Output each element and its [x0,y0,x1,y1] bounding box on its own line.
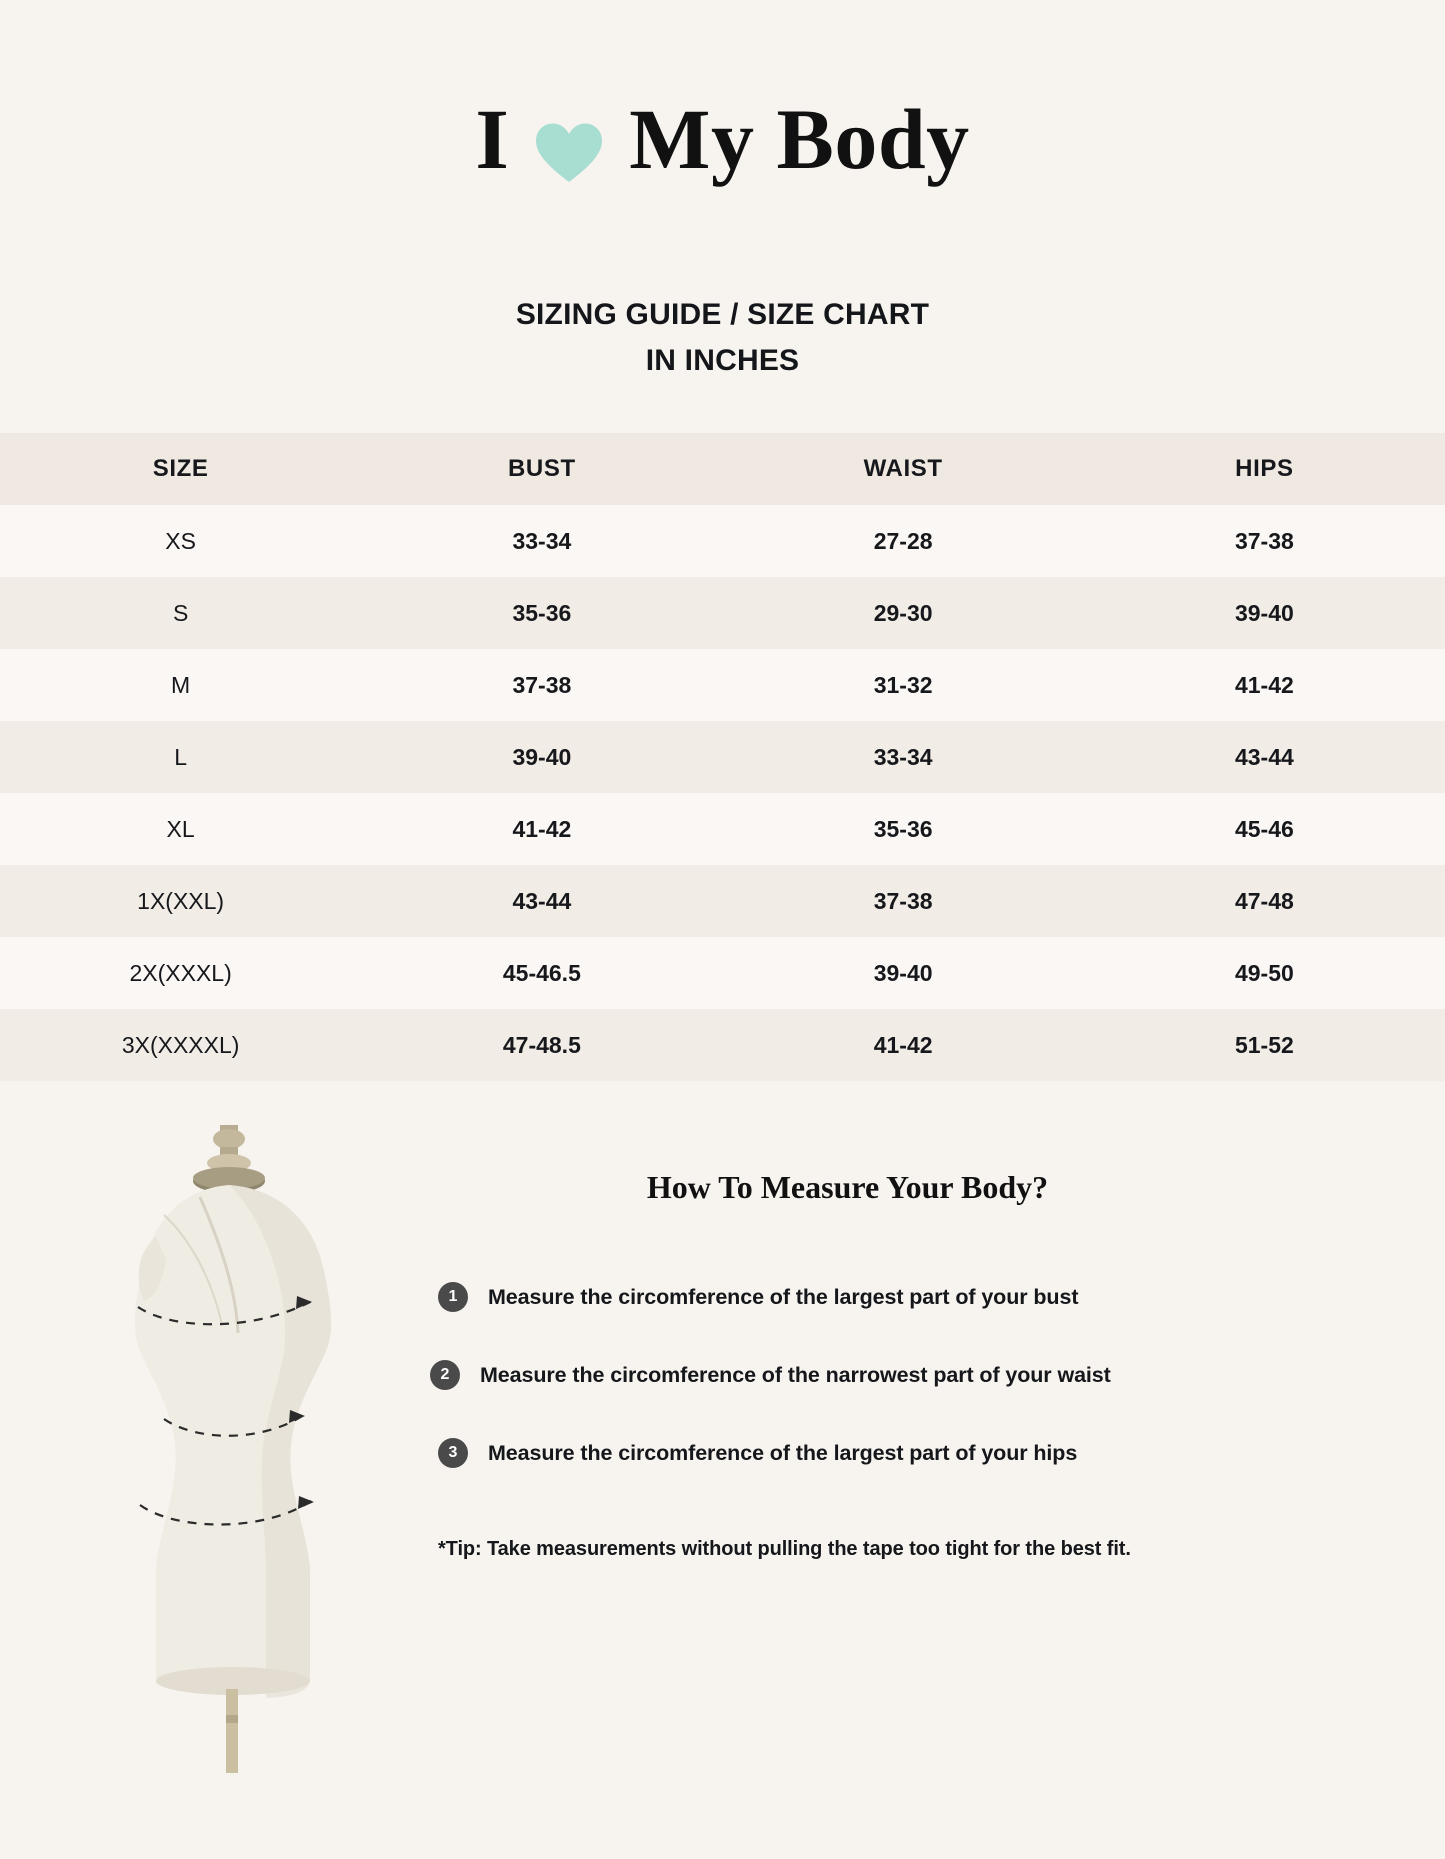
page-title [0,292,1445,383]
table-row [0,793,1445,865]
cell-bust: 43-44 [512,887,572,914]
cell-bust: 45-46.5 [502,959,581,986]
table-row [0,505,1445,577]
cell-size: XS [165,527,196,554]
cell-size: 3X(XXXXL) [121,1031,240,1058]
cell-hips: 43-44 [1234,743,1294,770]
cell-bust: 41-42 [512,815,572,842]
cell-size: S [172,599,189,626]
measure-step-2 [430,1360,1405,1390]
brand-word-my-body: My Body [629,91,970,187]
cell-hips: 47-48 [1234,887,1294,914]
table-row [0,937,1445,1009]
page-title-line2: IN INCHES [645,343,800,377]
step-text: Measure the circomference of the largest part of your hips [488,1440,1078,1465]
table-header [0,433,1445,505]
cell-bust: 35-36 [512,599,572,626]
measure-section [0,1119,1445,1799]
cell-bust: 37-38 [512,671,572,698]
table-header-row [0,433,1445,505]
table-row [0,1009,1445,1081]
column-header-hips: HIPS [1235,455,1294,483]
step-text: Measure the circomference of the narrowest part of your waist [480,1362,1111,1387]
column-header-waist: WAIST [863,455,943,483]
how-to-measure-panel [430,1169,1405,1561]
cell-waist: 41-42 [873,1031,933,1058]
cell-waist: 27-28 [873,527,933,554]
cell-waist: 35-36 [873,815,933,842]
cell-waist: 29-30 [873,599,933,626]
cell-size: 2X(XXXL) [129,959,232,986]
table-row [0,865,1445,937]
measurement-tip: *Tip: Take measurements without pulling the tape too tight for the best fit. [438,1538,1131,1561]
table-row [0,649,1445,721]
cell-waist: 37-38 [873,887,933,914]
cell-waist: 33-34 [873,743,933,770]
cell-hips: 37-38 [1234,527,1294,554]
cell-hips: 39-40 [1234,599,1294,626]
brand-word-i: I [475,91,510,187]
cell-hips: 49-50 [1234,959,1294,986]
column-header-size: SIZE [152,455,209,483]
table-body [0,505,1445,1081]
step-number-badge: 1 [438,1282,468,1312]
cell-hips: 51-52 [1234,1031,1294,1058]
page-title-line1: SIZING GUIDE / SIZE CHART [515,298,930,331]
step-number-badge: 3 [438,1438,468,1468]
cell-bust: 47-48.5 [502,1031,581,1058]
column-header-bust: BUST [508,455,576,483]
step-text: Measure the circomference of the largest part of your bust [488,1284,1079,1309]
dress-form-mannequin-image [60,1119,400,1779]
step-number-badge: 2 [430,1360,460,1390]
how-to-measure-title: How To Measure Your Body? [646,1169,1049,1206]
cell-size: M [171,671,191,698]
cell-bust: 33-34 [512,527,572,554]
size-chart-table [0,433,1445,1081]
cell-waist: 31-32 [873,671,933,698]
cell-size: 1X(XXL) [137,887,225,914]
measure-step-3 [438,1438,1405,1468]
brand-logo [0,0,1445,187]
table-row [0,577,1445,649]
heart-icon [535,112,603,174]
table-row [0,721,1445,793]
cell-bust: 39-40 [512,743,572,770]
cell-waist: 39-40 [873,959,933,986]
measure-step-1 [438,1282,1405,1312]
cell-size: L [174,743,188,770]
cell-hips: 41-42 [1234,671,1294,698]
cell-size: XL [166,815,195,842]
cell-hips: 45-46 [1234,815,1294,842]
